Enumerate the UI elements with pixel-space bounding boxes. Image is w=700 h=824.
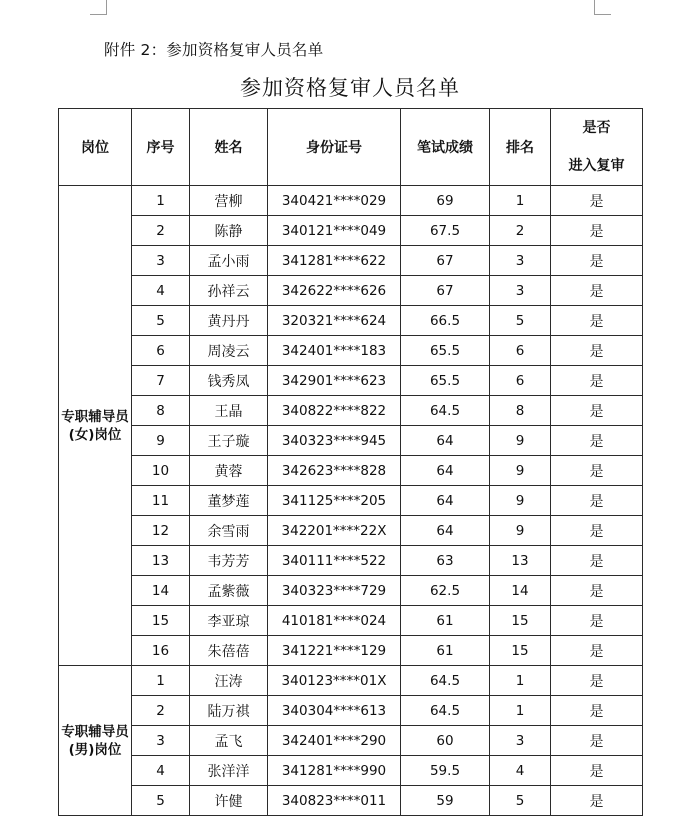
name-cell: 朱蓓蓓 (190, 636, 268, 666)
id-number-cell: 340421****029 (268, 186, 401, 216)
name-cell: 王晶 (190, 396, 268, 426)
score-cell: 66.5 (401, 306, 490, 336)
header-id: 身份证号 (268, 109, 401, 186)
seq-cell: 3 (132, 726, 190, 756)
table-row (59, 606, 643, 636)
page-title: 参加资格复审人员名单 (240, 76, 460, 100)
score-cell: 59 (401, 786, 490, 816)
table-row (59, 576, 643, 606)
table-row (59, 246, 643, 276)
table-row (59, 186, 643, 216)
name-cell: 陆万祺 (190, 696, 268, 726)
table-body (59, 186, 643, 816)
table-row (59, 276, 643, 306)
review-cell: 是 (551, 576, 643, 606)
name-cell: 黄丹丹 (190, 306, 268, 336)
review-cell: 是 (551, 456, 643, 486)
name-cell: 张洋洋 (190, 756, 268, 786)
name-cell: 营柳 (190, 186, 268, 216)
header-post: 岗位 (59, 109, 132, 186)
header-score: 笔试成绩 (401, 109, 490, 186)
review-cell: 是 (551, 426, 643, 456)
review-cell: 是 (551, 396, 643, 426)
seq-cell: 7 (132, 366, 190, 396)
id-number-cell: 341281****990 (268, 756, 401, 786)
id-number-cell: 341281****622 (268, 246, 401, 276)
score-cell: 65.5 (401, 366, 490, 396)
page-corner-mark-left (90, 0, 107, 15)
score-cell: 64 (401, 456, 490, 486)
rank-cell: 14 (490, 576, 551, 606)
score-cell: 64 (401, 516, 490, 546)
seq-cell: 14 (132, 576, 190, 606)
rank-cell: 15 (490, 636, 551, 666)
score-cell: 60 (401, 726, 490, 756)
rank-cell: 2 (490, 216, 551, 246)
rank-cell: 9 (490, 486, 551, 516)
candidate-table (58, 108, 643, 816)
table-row (59, 396, 643, 426)
score-cell: 64.5 (401, 696, 490, 726)
header-review-line2: 进入复审 (568, 158, 625, 174)
table-row (59, 756, 643, 786)
rank-cell: 13 (490, 546, 551, 576)
name-cell: 韦芳芳 (190, 546, 268, 576)
review-cell: 是 (551, 366, 643, 396)
name-cell: 周凌云 (190, 336, 268, 366)
id-number-cell: 320321****624 (268, 306, 401, 336)
page-corner-mark-right (594, 0, 611, 15)
attachment-label: 附件 2：参加资格复审人员名单 (104, 41, 324, 59)
header-seq: 序号 (132, 109, 190, 186)
name-cell: 王子璇 (190, 426, 268, 456)
score-cell: 62.5 (401, 576, 490, 606)
table-row (59, 516, 643, 546)
id-number-cell: 410181****024 (268, 606, 401, 636)
id-number-cell: 342623****828 (268, 456, 401, 486)
score-cell: 67.5 (401, 216, 490, 246)
rank-cell: 5 (490, 786, 551, 816)
name-cell: 孟小雨 (190, 246, 268, 276)
rank-cell: 1 (490, 186, 551, 216)
seq-cell: 2 (132, 696, 190, 726)
id-number-cell: 342622****626 (268, 276, 401, 306)
header-review-line1: 是否 (582, 120, 611, 136)
score-cell: 64.5 (401, 666, 490, 696)
name-cell: 陈静 (190, 216, 268, 246)
id-number-cell: 341125****205 (268, 486, 401, 516)
review-cell: 是 (551, 636, 643, 666)
review-cell: 是 (551, 606, 643, 636)
table-row (59, 696, 643, 726)
table-row (59, 216, 643, 246)
table-header-row (59, 109, 643, 186)
review-cell: 是 (551, 306, 643, 336)
post-group-cell: 专职辅导员(女)岗位 (59, 186, 132, 666)
name-cell: 汪涛 (190, 666, 268, 696)
seq-cell: 2 (132, 216, 190, 246)
review-cell: 是 (551, 756, 643, 786)
seq-cell: 15 (132, 606, 190, 636)
review-cell: 是 (551, 546, 643, 576)
seq-cell: 5 (132, 306, 190, 336)
seq-cell: 8 (132, 396, 190, 426)
name-cell: 许健 (190, 786, 268, 816)
post-group-cell: 专职辅导员(男)岗位 (59, 666, 132, 816)
table-row (59, 426, 643, 456)
review-cell: 是 (551, 726, 643, 756)
rank-cell: 15 (490, 606, 551, 636)
score-cell: 64 (401, 486, 490, 516)
review-cell: 是 (551, 246, 643, 276)
review-cell: 是 (551, 786, 643, 816)
rank-cell: 6 (490, 336, 551, 366)
table-row (59, 306, 643, 336)
name-cell: 孙祥云 (190, 276, 268, 306)
rank-cell: 5 (490, 306, 551, 336)
name-cell: 钱秀凤 (190, 366, 268, 396)
seq-cell: 4 (132, 276, 190, 306)
score-cell: 69 (401, 186, 490, 216)
review-cell: 是 (551, 216, 643, 246)
seq-cell: 16 (132, 636, 190, 666)
table-row (59, 726, 643, 756)
seq-cell: 12 (132, 516, 190, 546)
review-cell: 是 (551, 696, 643, 726)
table-row (59, 366, 643, 396)
review-cell: 是 (551, 336, 643, 366)
id-number-cell: 340323****729 (268, 576, 401, 606)
rank-cell: 3 (490, 246, 551, 276)
id-number-cell: 342201****22X (268, 516, 401, 546)
table-row (59, 786, 643, 816)
review-cell: 是 (551, 516, 643, 546)
rank-cell: 9 (490, 426, 551, 456)
table-row (59, 486, 643, 516)
id-number-cell: 340822****822 (268, 396, 401, 426)
rank-cell: 9 (490, 456, 551, 486)
name-cell: 李亚琼 (190, 606, 268, 636)
id-number-cell: 341221****129 (268, 636, 401, 666)
rank-cell: 1 (490, 696, 551, 726)
rank-cell: 3 (490, 276, 551, 306)
rank-cell: 8 (490, 396, 551, 426)
rank-cell: 6 (490, 366, 551, 396)
table-row (59, 336, 643, 366)
name-cell: 孟紫薇 (190, 576, 268, 606)
seq-cell: 6 (132, 336, 190, 366)
score-cell: 64 (401, 426, 490, 456)
seq-cell: 11 (132, 486, 190, 516)
review-cell: 是 (551, 486, 643, 516)
id-number-cell: 340123****01X (268, 666, 401, 696)
id-number-cell: 342901****623 (268, 366, 401, 396)
rank-cell: 9 (490, 516, 551, 546)
score-cell: 65.5 (401, 336, 490, 366)
table-row (59, 456, 643, 486)
id-number-cell: 340111****522 (268, 546, 401, 576)
header-review (551, 109, 643, 186)
score-cell: 67 (401, 276, 490, 306)
score-cell: 63 (401, 546, 490, 576)
name-cell: 董梦莲 (190, 486, 268, 516)
header-name: 姓名 (190, 109, 268, 186)
score-cell: 64.5 (401, 396, 490, 426)
rank-cell: 3 (490, 726, 551, 756)
id-number-cell: 340121****049 (268, 216, 401, 246)
review-cell: 是 (551, 666, 643, 696)
id-number-cell: 340323****945 (268, 426, 401, 456)
seq-cell: 3 (132, 246, 190, 276)
table-row (59, 546, 643, 576)
name-cell: 孟飞 (190, 726, 268, 756)
id-number-cell: 340823****011 (268, 786, 401, 816)
rank-cell: 1 (490, 666, 551, 696)
seq-cell: 5 (132, 786, 190, 816)
name-cell: 黄蓉 (190, 456, 268, 486)
seq-cell: 4 (132, 756, 190, 786)
seq-cell: 9 (132, 426, 190, 456)
header-rank: 排名 (490, 109, 551, 186)
seq-cell: 10 (132, 456, 190, 486)
score-cell: 61 (401, 636, 490, 666)
score-cell: 61 (401, 606, 490, 636)
score-cell: 67 (401, 246, 490, 276)
name-cell: 余雪雨 (190, 516, 268, 546)
review-cell: 是 (551, 186, 643, 216)
id-number-cell: 340304****613 (268, 696, 401, 726)
score-cell: 59.5 (401, 756, 490, 786)
review-cell: 是 (551, 276, 643, 306)
id-number-cell: 342401****183 (268, 336, 401, 366)
seq-cell: 1 (132, 186, 190, 216)
id-number-cell: 342401****290 (268, 726, 401, 756)
table-row (59, 666, 643, 696)
table-row (59, 636, 643, 666)
rank-cell: 4 (490, 756, 551, 786)
seq-cell: 13 (132, 546, 190, 576)
seq-cell: 1 (132, 666, 190, 696)
